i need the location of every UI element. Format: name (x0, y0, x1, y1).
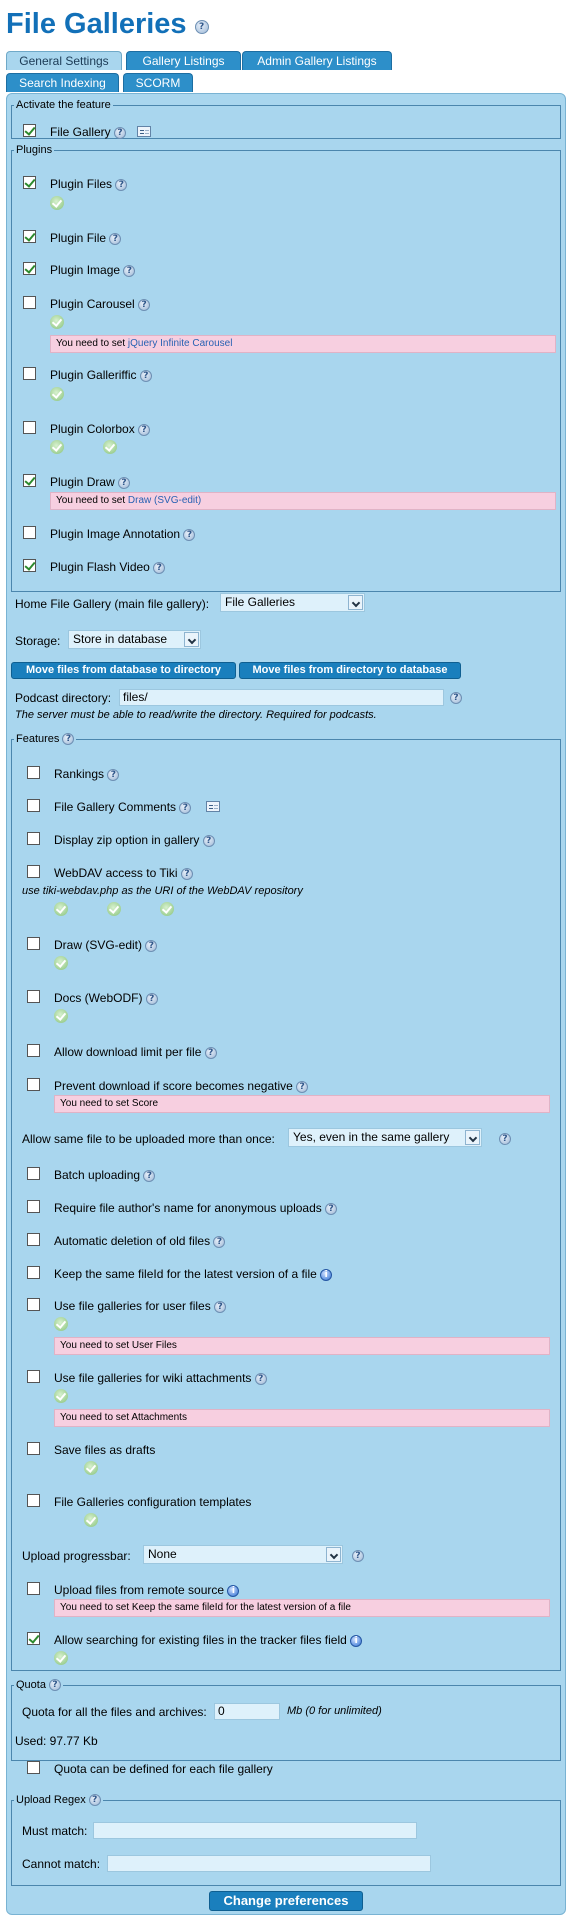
quota-label: Quota for all the files and archives: (22, 1705, 207, 1719)
cannot-match-label: Cannot match: (22, 1857, 101, 1871)
ok-icon (50, 196, 64, 210)
remote-source-label: Upload files from remote source i (54, 1583, 239, 1597)
help-icon[interactable]: ? (62, 733, 74, 745)
ok-icon (107, 902, 121, 916)
wiki-attachments-checkbox[interactable] (27, 1370, 40, 1383)
move-to-database-button[interactable]: Move files from directory to database (239, 662, 461, 679)
info-icon[interactable]: i (320, 1269, 332, 1281)
config-templates-label: File Galleries configuration templates (54, 1495, 252, 1509)
remote-source-checkbox[interactable] (27, 1582, 40, 1595)
remote-source-warning: You need to set Keep the same fileId for the latest version of a file (54, 1599, 550, 1617)
quota-legend: Quota ? (14, 1679, 63, 1691)
podcast-label: Podcast directory: (15, 691, 112, 705)
ok-icon (50, 315, 64, 329)
podcast-note: The server must be able to read/write the directory. Required for podcasts. (15, 709, 377, 721)
drafts-checkbox[interactable] (27, 1442, 40, 1455)
quota-unit: Mb (0 for unlimited) (287, 1705, 382, 1717)
draw-label: Draw (SVG-edit) ? (54, 938, 157, 952)
storage-label: Storage: (15, 634, 61, 648)
score-warning: You need to set Score (54, 1095, 550, 1113)
author-name-label: Require file author's name for anonymous uploads ? (54, 1201, 337, 1215)
webdav-label: WebDAV access to Tiki ? (54, 866, 193, 880)
quota-per-gallery-checkbox[interactable] (27, 1761, 40, 1774)
plugin-file-checkbox[interactable] (23, 230, 36, 243)
config-icon[interactable] (137, 126, 151, 137)
quota-used: Used: 97.77 Kb (15, 1734, 98, 1748)
plugin-flash-video-checkbox[interactable] (23, 559, 36, 572)
plugin-flash-video-label: Plugin Flash Video ? (50, 560, 165, 574)
ok-icon (84, 1461, 98, 1475)
quota-input[interactable]: 0 (214, 1703, 280, 1720)
plugin-carousel-label: Plugin Carousel ? (50, 297, 150, 311)
carousel-link[interactable]: jQuery Infinite Carousel (127, 338, 233, 349)
docs-checkbox[interactable] (27, 990, 40, 1003)
ok-icon (50, 387, 64, 401)
ok-icon (84, 1513, 98, 1527)
zip-option-label: Display zip option in gallery ? (54, 833, 215, 847)
download-limit-label: Allow download limit per file ? (54, 1045, 217, 1059)
same-fileid-checkbox[interactable] (27, 1266, 40, 1279)
plugin-carousel-checkbox[interactable] (23, 296, 36, 309)
comments-label: File Gallery Comments ? (54, 800, 191, 814)
help-icon[interactable]: ? (123, 265, 135, 277)
info-icon[interactable]: i (227, 1585, 239, 1597)
tab-admin-gallery-listings[interactable]: Admin Gallery Listings (242, 51, 392, 70)
plugin-colorbox-checkbox[interactable] (23, 421, 36, 434)
help-icon[interactable]: ? (107, 769, 119, 781)
help-icon[interactable]: ? (146, 993, 158, 1005)
move-to-directory-button[interactable]: Move files from database to directory (11, 662, 236, 679)
must-match-label: Must match: (22, 1824, 88, 1838)
author-name-checkbox[interactable] (27, 1200, 40, 1213)
help-icon[interactable]: ? (214, 1301, 226, 1313)
help-icon[interactable]: ? (89, 1794, 101, 1806)
rankings-checkbox[interactable] (27, 766, 40, 779)
attachments-warning: You need to set Attachments (54, 1409, 550, 1427)
same-file-label: Allow same file to be uploaded more than once: (22, 1132, 275, 1146)
ok-icon (54, 956, 68, 970)
tab-search-indexing[interactable]: Search Indexing (6, 73, 119, 92)
plugin-image-label: Plugin Image ? (50, 263, 135, 277)
help-icon[interactable]: ? (255, 1373, 267, 1385)
page-title: File Galleries ? (6, 8, 209, 41)
regex-fieldset (11, 1794, 561, 1886)
ok-icon (160, 902, 174, 916)
config-templates-checkbox[interactable] (27, 1494, 40, 1507)
zip-option-checkbox[interactable] (27, 832, 40, 845)
chevron-down-icon (465, 1130, 480, 1145)
plugin-galleriffic-checkbox[interactable] (23, 367, 36, 380)
user-files-checkbox[interactable] (27, 1298, 40, 1311)
drafts-label: Save files as drafts (54, 1443, 156, 1457)
tab-gallery-listings[interactable]: Gallery Listings (126, 51, 241, 70)
regex-legend: Upload Regex ? (14, 1794, 103, 1806)
carousel-warning: You need to set jQuery Infinite Carousel (50, 335, 556, 353)
ok-icon (54, 902, 68, 916)
must-match-input[interactable] (93, 1822, 417, 1839)
prevent-download-label: Prevent download if score becomes negative ? (54, 1079, 308, 1093)
plugin-files-label: Plugin Files ? (50, 177, 127, 191)
plugin-file-label: Plugin File ? (50, 231, 121, 245)
help-icon[interactable]: ? (153, 562, 165, 574)
ok-icon (54, 1009, 68, 1023)
podcast-directory-input[interactable]: files/ (119, 689, 444, 706)
same-file-select[interactable]: Yes, even in the same gallery (288, 1128, 482, 1147)
user-files-warning: You need to set User Files (54, 1337, 550, 1355)
prevent-download-checkbox[interactable] (27, 1078, 40, 1091)
webdav-note: use tiki-webdav.php as the URI of the WebDAV repository (22, 885, 303, 897)
chevron-down-icon (326, 1547, 341, 1562)
wiki-attachments-label: Use file galleries for wiki attachments ? (54, 1371, 267, 1385)
help-icon[interactable]: ? (138, 424, 150, 436)
plugin-image-checkbox[interactable] (23, 262, 36, 275)
ok-icon (54, 1389, 68, 1403)
help-icon[interactable]: ? (145, 940, 157, 952)
help-icon[interactable]: ? (195, 20, 209, 34)
activate-legend: Activate the feature (16, 99, 111, 111)
help-icon[interactable]: ? (499, 1133, 511, 1145)
same-fileid-label: Keep the same fileId for the latest version of a file i (54, 1267, 332, 1281)
help-icon[interactable]: ? (118, 477, 130, 489)
help-icon[interactable]: ? (181, 868, 193, 880)
help-icon[interactable]: ? (450, 692, 462, 704)
cannot-match-input[interactable] (107, 1855, 431, 1872)
quota-fieldset (11, 1679, 561, 1761)
help-icon[interactable]: ? (138, 299, 150, 311)
plugin-draw-checkbox[interactable] (23, 474, 36, 487)
webdav-checkbox[interactable] (27, 865, 40, 878)
config-icon[interactable] (206, 801, 220, 812)
plugin-image-annotation-checkbox[interactable] (23, 526, 36, 539)
tab-general-settings[interactable]: General Settings (6, 51, 122, 70)
help-icon[interactable]: ? (49, 1679, 61, 1691)
chevron-down-icon (348, 595, 363, 610)
storage-select[interactable]: Store in database (68, 630, 201, 649)
help-icon[interactable]: ? (325, 1203, 337, 1215)
ok-icon (54, 1317, 68, 1331)
auto-delete-checkbox[interactable] (27, 1233, 40, 1246)
comments-checkbox[interactable] (27, 799, 40, 812)
change-preferences-button[interactable]: Change preferences (209, 1891, 363, 1911)
info-icon[interactable]: i (350, 1635, 362, 1647)
plugin-draw-label: Plugin Draw ? (50, 475, 130, 489)
draw-link[interactable]: Draw (SVG-edit) (127, 495, 202, 506)
plugin-colorbox-label: Plugin Colorbox ? (50, 422, 150, 436)
progressbar-select[interactable]: None (143, 1545, 343, 1564)
help-icon[interactable]: ? (109, 233, 121, 245)
help-icon[interactable]: ? (352, 1550, 364, 1562)
docs-label: Docs (WebODF) ? (54, 991, 158, 1005)
plugin-galleriffic-label: Plugin Galleriffic ? (50, 368, 152, 382)
ok-icon (54, 1651, 68, 1665)
user-files-label: Use file galleries for user files ? (54, 1299, 226, 1313)
plugin-files-checkbox[interactable] (23, 176, 36, 189)
auto-delete-label: Automatic deletion of old files ? (54, 1234, 225, 1248)
help-icon[interactable]: ? (183, 529, 195, 541)
download-limit-checkbox[interactable] (27, 1044, 40, 1057)
draw-warning: You need to set Draw (SVG-edit) (50, 492, 556, 510)
features-legend: Features ? (14, 733, 76, 745)
batch-uploading-checkbox[interactable] (27, 1167, 40, 1180)
chevron-down-icon (184, 632, 199, 647)
help-icon[interactable]: ? (203, 835, 215, 847)
help-icon[interactable]: ? (179, 802, 191, 814)
tracker-search-label: Allow searching for existing files in the tracker files field i (54, 1633, 362, 1647)
help-icon[interactable]: ? (114, 127, 126, 139)
settings-panel (6, 93, 566, 1915)
file-gallery-label: File Gallery ? (50, 125, 126, 139)
home-gallery-select[interactable]: File Galleries (220, 593, 365, 612)
progressbar-label: Upload progressbar: (22, 1549, 131, 1563)
help-icon[interactable]: ? (205, 1047, 217, 1059)
plugins-legend: Plugins (16, 144, 53, 156)
batch-uploading-label: Batch uploading ? (54, 1168, 155, 1182)
ok-icon (103, 440, 117, 454)
help-icon[interactable]: ? (115, 179, 127, 191)
help-icon[interactable]: ? (296, 1081, 308, 1093)
help-icon[interactable]: ? (213, 1236, 225, 1248)
home-gallery-label: Home File Gallery (main file gallery): (15, 597, 210, 611)
file-gallery-checkbox[interactable] (23, 124, 36, 137)
tab-scorm[interactable]: SCORM (123, 73, 193, 92)
help-icon[interactable]: ? (143, 1170, 155, 1182)
tracker-search-checkbox[interactable] (27, 1632, 40, 1645)
rankings-label: Rankings ? (54, 767, 119, 781)
ok-icon (50, 440, 64, 454)
quota-per-gallery-label: Quota can be defined for each file gallery (54, 1762, 273, 1776)
plugin-image-annotation-label: Plugin Image Annotation ? (50, 527, 195, 541)
draw-checkbox[interactable] (27, 937, 40, 950)
help-icon[interactable]: ? (140, 370, 152, 382)
